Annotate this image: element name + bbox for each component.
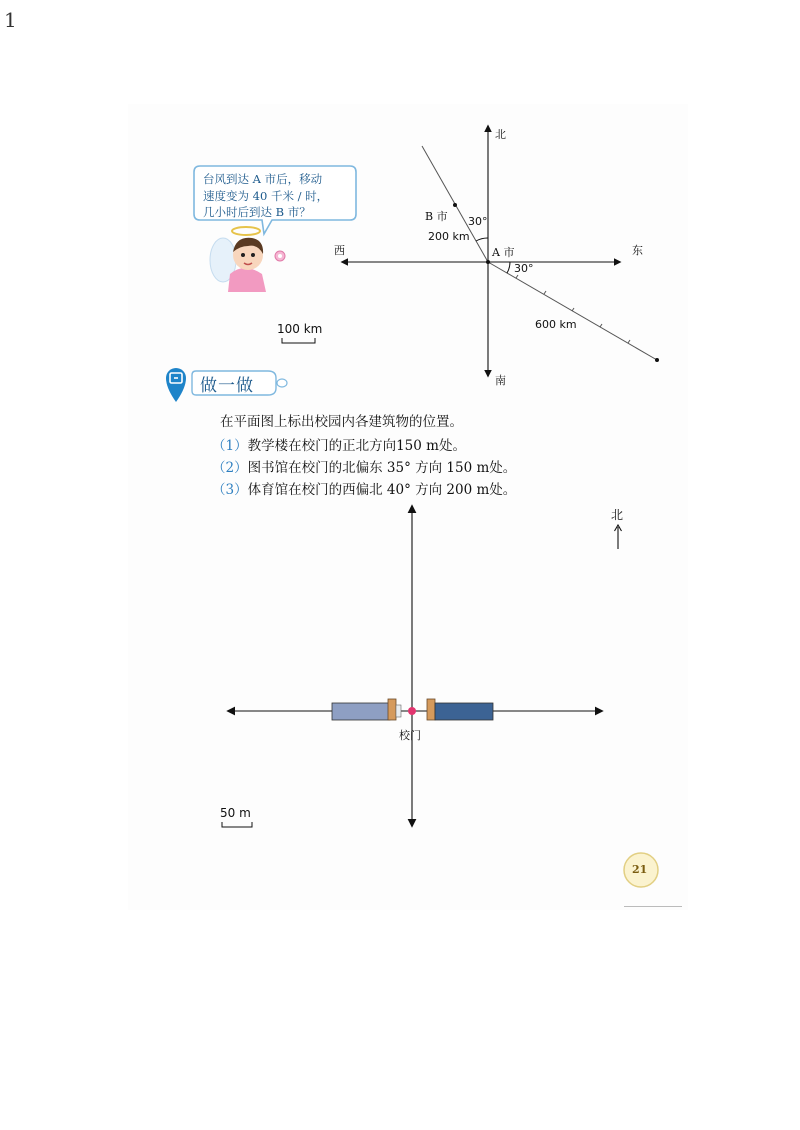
city-b-point xyxy=(453,203,457,207)
task-number-3: （3） xyxy=(212,482,248,498)
left-gate-building xyxy=(332,703,390,720)
section-title: 做一做 xyxy=(200,376,254,396)
angel-character-illustration xyxy=(206,222,292,294)
right-gate-building xyxy=(435,703,493,720)
map1-southeast-ticks xyxy=(516,275,630,343)
footer-rule xyxy=(624,906,682,907)
right-gate-pillar xyxy=(427,699,435,720)
map1-west-label: 西 xyxy=(334,244,345,257)
bubble-line-3: 几小时后到达 B 市？ xyxy=(203,205,311,219)
task-item-2 xyxy=(212,456,516,476)
city-a-point xyxy=(486,260,490,264)
southeast-end-point xyxy=(655,358,659,362)
map1-scale-bar xyxy=(281,337,317,345)
map2-north-label: 北 xyxy=(611,508,624,522)
gate-label: 校门 xyxy=(399,729,421,742)
map2-scale-label: 50 m xyxy=(220,806,251,820)
left-gate-post xyxy=(396,705,401,717)
task-text-1: 教学楼在校门的正北方向150 m处。 xyxy=(247,438,466,454)
distance-southeast-label: 600 km xyxy=(535,318,577,331)
map1-north-label: 北 xyxy=(495,128,506,141)
bubble-line-1: 台风到达 A 市后，移动 xyxy=(203,172,323,186)
task-item-1 xyxy=(212,434,466,454)
task-number-2: （2） xyxy=(212,460,248,476)
page-number-badge-label: 21 xyxy=(632,863,648,876)
task-number-1: （1） xyxy=(212,438,248,454)
task-text-2: 图书馆在校门的北偏东 35° 方向 150 m处。 xyxy=(247,460,517,476)
city-b-label: B 市 xyxy=(425,210,448,223)
angle-top-label: 30° xyxy=(468,215,488,228)
gate-point xyxy=(408,707,416,715)
city-a-label: A 市 xyxy=(492,246,515,259)
distance-b-label: 200 km xyxy=(428,230,470,243)
map1-scale-label: 100 km xyxy=(277,322,323,336)
map1-south-label: 南 xyxy=(495,374,506,387)
task-intro: 在平面图上标出校园内各建筑物的位置。 xyxy=(220,414,463,430)
task-text-3: 体育馆在校门的西偏北 40° 方向 200 m处。 xyxy=(247,482,517,498)
task-item-3 xyxy=(212,478,516,498)
page-number-top: 1 xyxy=(4,8,17,32)
bubble-line-2: 速度变为 40 千米 / 时， xyxy=(203,188,329,203)
angle-arc-bottom xyxy=(507,262,510,273)
map1-east-label: 东 xyxy=(632,244,643,257)
map2-scale-bar xyxy=(221,821,255,829)
angle-bottom-label: 30° xyxy=(514,262,534,275)
pin-icon xyxy=(162,364,190,404)
angle-arc-top xyxy=(476,238,488,241)
north-arrow-icon xyxy=(612,524,624,550)
left-gate-pillar xyxy=(388,699,396,720)
campus-plan-map xyxy=(220,500,620,835)
